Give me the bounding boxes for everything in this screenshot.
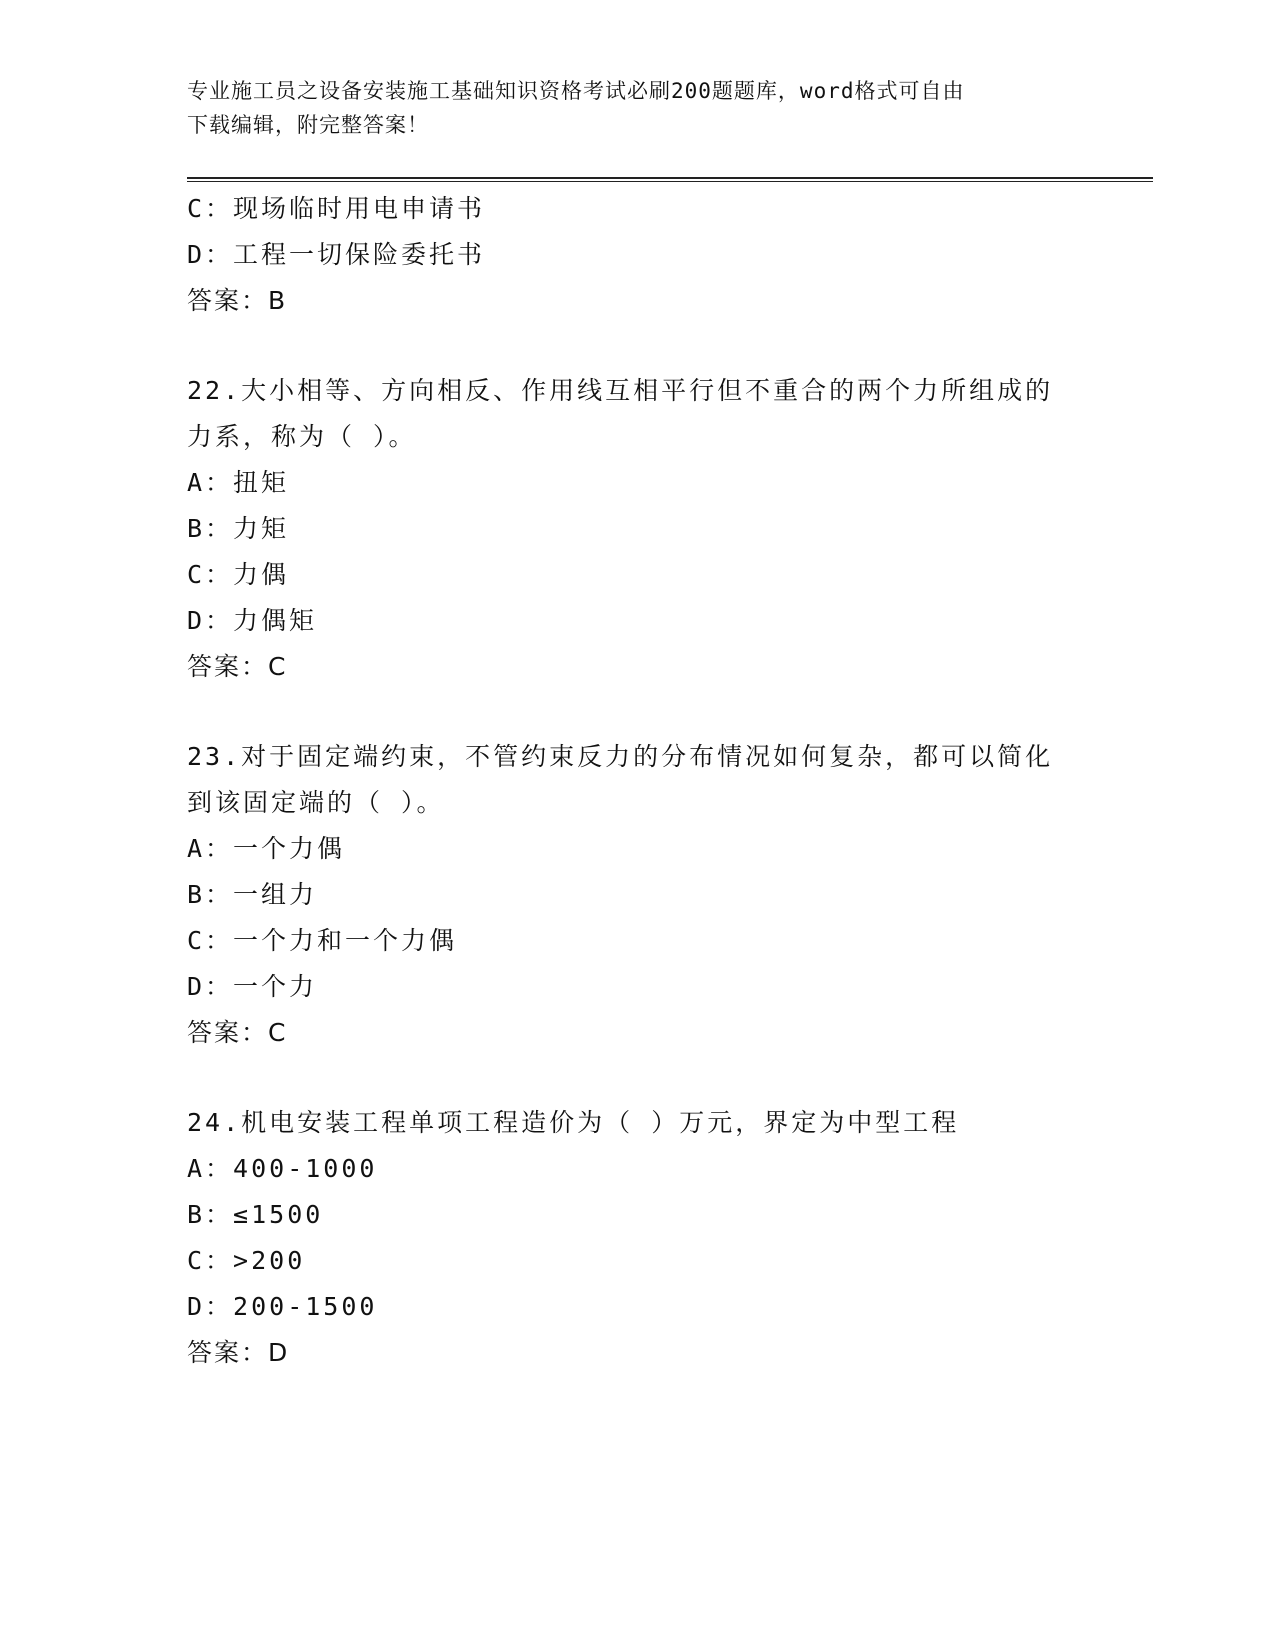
answer-line: 答案：B — [187, 286, 288, 315]
question-stem-line: 24.机电安装工程单项工程造价为（ ）万元，界定为中型工程 — [187, 1108, 960, 1137]
option-a: A：扭矩 — [187, 468, 290, 497]
question-stem-line: 力系，称为（ ）。 — [187, 422, 417, 451]
header-divider-thick — [187, 177, 1153, 179]
option-b: B：一组力 — [187, 880, 318, 909]
header-line-2: 下载编辑，附完整答案！ — [187, 113, 429, 137]
document-header — [187, 74, 1067, 142]
question-24 — [187, 1100, 1087, 1376]
option-d: D：一个力 — [187, 972, 318, 1001]
answer-line: 答案：D — [187, 1338, 290, 1367]
answer-line: 答案：C — [187, 652, 288, 681]
previous-question — [187, 186, 1087, 324]
question-stem-line: 22.大小相等、方向相反、作用线互相平行但不重合的两个力所组成的 — [187, 376, 1054, 405]
question-23 — [187, 734, 1087, 1056]
option-d: D：工程一切保险委托书 — [187, 240, 486, 269]
option-c: C：>200 — [187, 1246, 306, 1275]
option-d: D：力偶矩 — [187, 606, 318, 635]
header-divider-thin — [187, 181, 1153, 182]
question-list — [187, 186, 1087, 1376]
option-c: C：力偶 — [187, 560, 290, 589]
answer-line: 答案：C — [187, 1018, 288, 1047]
question-22 — [187, 368, 1087, 690]
option-b: B：力矩 — [187, 514, 290, 543]
question-stem-line: 23.对于固定端约束，不管约束反力的分布情况如何复杂，都可以简化 — [187, 742, 1054, 771]
option-b: B：≤1500 — [187, 1200, 324, 1229]
option-c: C：现场临时用电申请书 — [187, 194, 486, 223]
option-a: A：一个力偶 — [187, 834, 346, 863]
header-line-1: 专业施工员之设备安装施工基础知识资格考试必刷200题题库，word格式可自由 — [187, 79, 965, 103]
question-stem-line: 到该固定端的（ ）。 — [187, 788, 445, 817]
option-d: D：200-1500 — [187, 1292, 378, 1321]
option-a: A：400-1000 — [187, 1154, 378, 1183]
option-c: C：一个力和一个力偶 — [187, 926, 458, 955]
